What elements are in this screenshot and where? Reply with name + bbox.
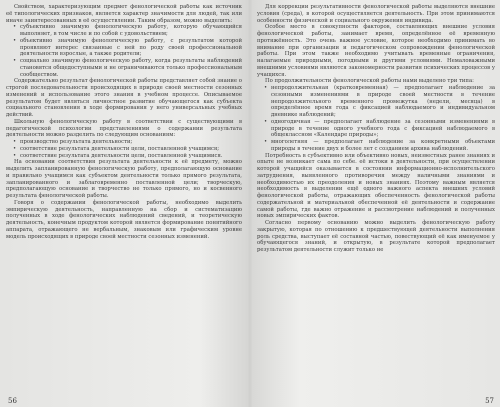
paragraph: Содержательно результат фенологической работы представляет собой знание о строгой последовательности происходящих в природе своей местности сезонных изменений и использование этого знания в учебном процессе. Описываемое результатом будет являться личностное развитие обучающегося как субъекта социального становления в ходе формирования у него универсальных учебных действий. [6, 78, 242, 118]
paragraph: Говоря о содержании фенологической работы, необходимо выделить эмпирическую деятельность, направленную на сбор и систематизацию полученных в ходе фенологических наблюдений сведений, и теоретическую деятельность, конечным продуктом которой является формирование понятийного аппарата, отражающего не вербальным, знаковым или графическим уровне модель происходящих в природе своей местности сезонных изменений. [6, 199, 242, 240]
paragraph: Для коррекции результативности фенологической работы выделяются внешние условия (среда), в которой осуществляется деятельность. При этом принимаются особенности физической и социального окружения индивида. [257, 4, 495, 24]
list-item: • многолетняя — предполагает наблюдение за конкретными объектами природы в течение двух и более лет с созданием архива наблюдений. [271, 139, 495, 153]
right-page [257, 4, 495, 402]
bullet-list [257, 85, 495, 153]
page-number-right: 57 [485, 397, 494, 405]
paragraph: По продолжительности фенологической работы нами выделено три типа: [265, 78, 474, 85]
list-item: • соответствие результата деятельности цели, поставленной учащимся; [20, 146, 242, 153]
paragraph: Особое место в совокупности факторов, составляющих внешние условия фенологической работы, занимает время, определённое её временную протяжённость. Это очень важное условие, которое необходимо принимать во внимание при организации и педагогическом сопровождении фенологической работы. При этом также необходимо учитывать временные ограничения, налагаемые природными, погодными и другими условиями. Немаловажными внешними условиями являются закономерности развития психических процессов у учащихся. [257, 24, 495, 78]
paragraph: Школьную фенологическую работу в соответствии с существующими в педагогической психологии представлениями о содержании результата деятельности можно разделить по следующим основаниям: [6, 118, 242, 139]
list-item: • объективно значимую фенологическую работу, с результатом которой проявляют интерес связанные с ней по роду своей профессиональной деятельности взрослые, а также родители; [20, 38, 242, 58]
list-item: • социально значимую фенологическую работу, когда результаты наблюдений становятся общедоступными и не ограничиваются только профессиональным сообществом. [20, 58, 242, 78]
list-item: • производство результата деятельности; [20, 139, 242, 146]
paragraph: На основании соответствия результата деятельности к её предмету, можно выделить запланированную фенологическую работу, предполагающую основание и правильно учащимся как субъектом деятельности только прямого результата, запланированного и заблаговременно поставленной цели; творческую, предполагающую основание и творчество не только прямого, но и косвенного результата фенологической работы. [6, 159, 242, 199]
left-page [6, 4, 242, 402]
list-item: • одногодичная — предполагает наблюдение за сезонными изменениями в природе в течение одного учебного года с фиксацией наблюдаемого в общеклассном «Календаре природы»; [271, 119, 495, 139]
bullet-list [6, 139, 242, 159]
list-item: • субъективно значимую фенологическую работу, которую обучающийся выполняет, в том числе и по собой с удовольствием; [20, 24, 242, 38]
paragraph: Потребность в субъективно или объективно новых, неизвестных ранее знаниях и опыте не возникает сама по себе. её истоки в деятельности, при осуществлении которой учащийся оказывается в состоянии информационно-исполнительского затруднения, выявленного противоречия между наличными знаниями и необходимостью их преодоления и новых знаниях. Поэтому важным является необходимость в выделении ещё одного важного аспекта внешних условий фенологической работы, отражающих обеспеченность фенологической работы содержательной и материальной обеспеченной её деятельности и содержание самой работы, где важно отражение и рассмотрение наблюдений и полученных новых эмпирических фактов. [257, 152, 495, 220]
page-number-left: 56 [8, 397, 17, 405]
list-item: • непродолжительная (кратковременная) — предполагает наблюдение за сезонными изменениями в природе своей местности в течение непродолжительного временного промежутка (недели, месяца) в определённое время года с фиксацией наблюдаемого и индивидуальном дневнике наблюдений; [271, 85, 495, 119]
list-item: • соответствие результата деятельности цели, поставленной учащимися. [20, 153, 242, 160]
bullet-list [6, 24, 242, 78]
paragraph: Свойством, характеризующим предмет фенологической работы как источник её типологических признаков, является характер значимости для людей, так или иначе заинтересованных в её осуществлении. Таким образом, можно выделить: [6, 4, 242, 24]
paragraph: Согласно первому основанию можно выделить фенологическую работу закрытую, которая по отношению к предшествующей деятельности выполнения роль средства, выступает её составной частью, повествующий её как именуемое у обучающегося знаний, и открытую, в результате которой предполагает результатом деятельности служит только не [257, 220, 495, 253]
